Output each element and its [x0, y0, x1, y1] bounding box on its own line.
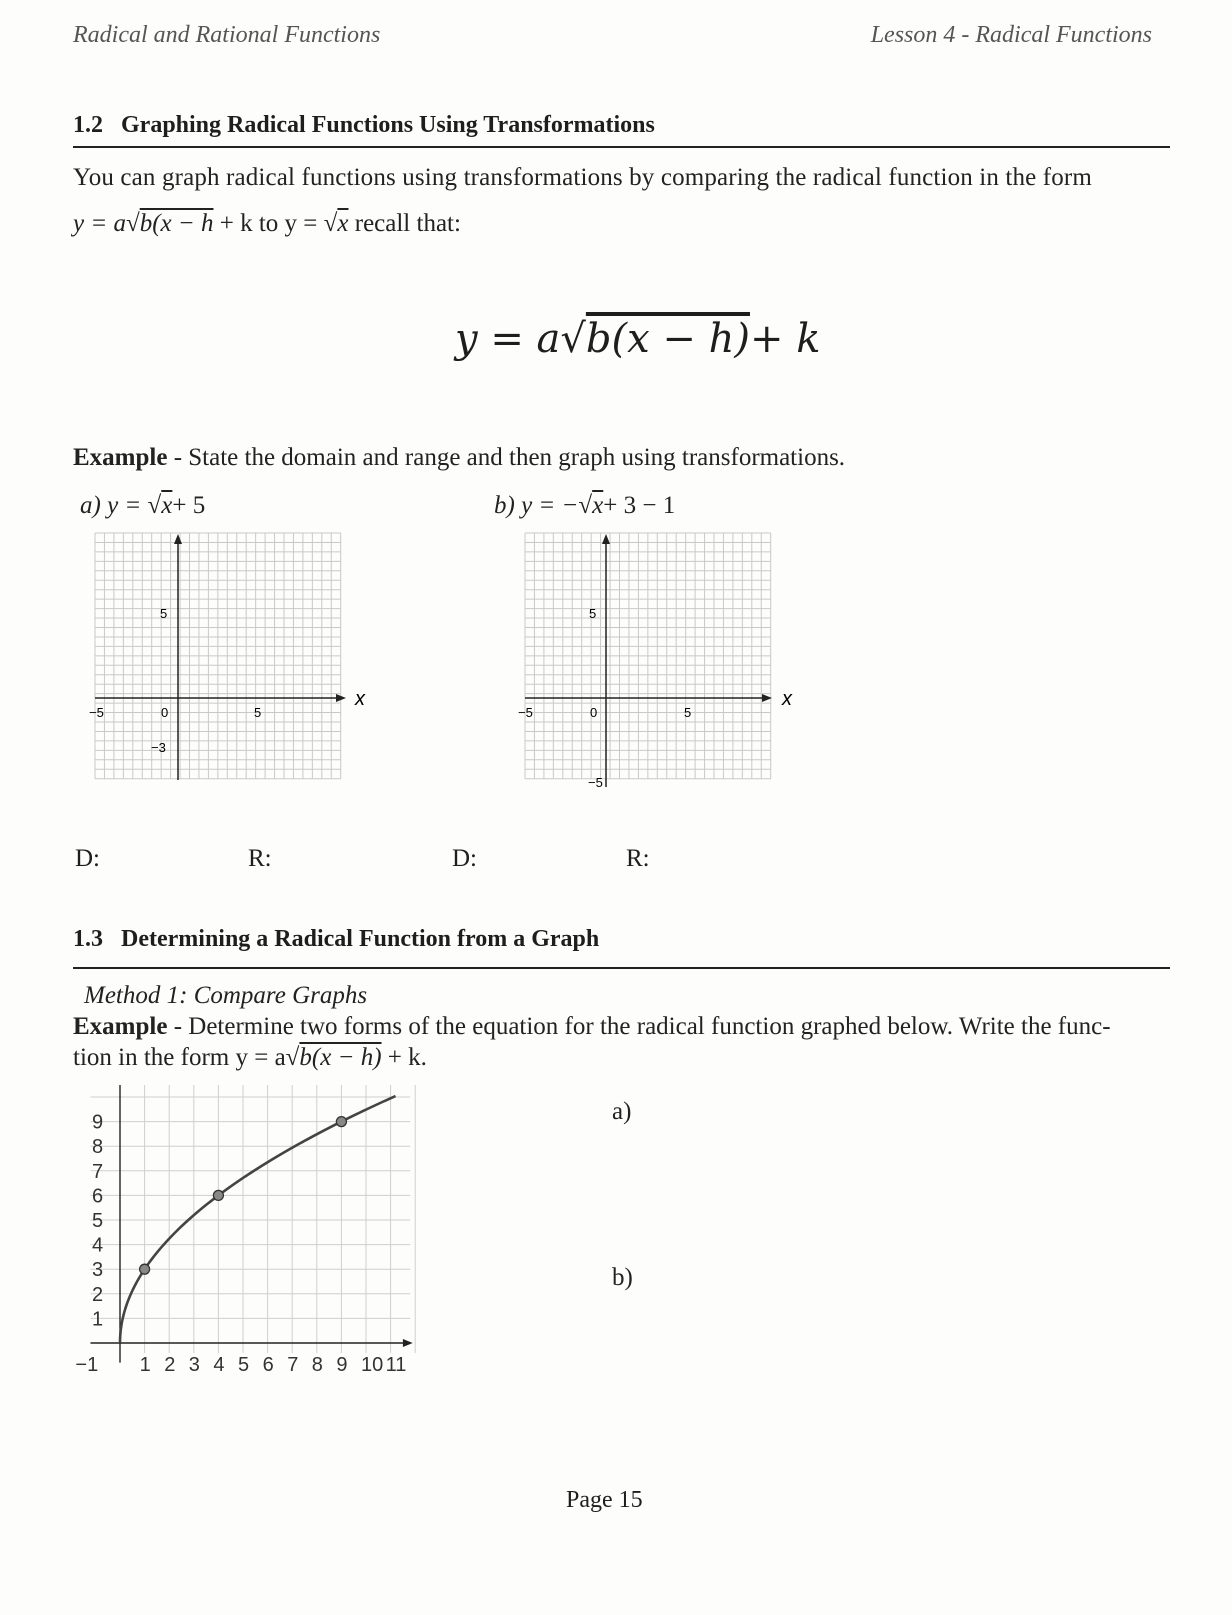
x-tick-label: 10: [361, 1354, 384, 1376]
x-tick-label: 5: [238, 1354, 250, 1376]
x-tick-label: 8: [311, 1354, 323, 1376]
line2-pre: tion in the form y = a: [73, 1044, 286, 1071]
grid-b: [525, 533, 771, 779]
x-axis-arrow: [403, 1339, 413, 1347]
x-tick-label: 9: [336, 1354, 348, 1376]
marked-point: [140, 1264, 150, 1274]
part-b-label: b): [612, 1264, 633, 1291]
y-tick-label: 8: [92, 1136, 104, 1159]
radical-sign: √: [578, 492, 593, 519]
formula-post: + k: [749, 316, 821, 362]
x-axis-label-b: x: [782, 688, 792, 710]
marked-point: [213, 1190, 223, 1200]
a-radicand: x: [161, 492, 173, 519]
example-1-3-line-2: [73, 1044, 427, 1072]
chart-grid: [90, 1085, 415, 1353]
intro-eq-radicand: b(x − h: [139, 210, 214, 237]
section-rule: [73, 146, 1170, 148]
b-label: b) y = −: [494, 492, 579, 519]
section-number: 1.3: [73, 926, 103, 952]
intro-eq-mid: + k to y =: [213, 210, 324, 237]
section-title: Determining a Radical Function from a Graph: [121, 926, 600, 952]
tick-ypos-a: 5: [160, 606, 168, 621]
x-tick-label: 1: [139, 1354, 151, 1376]
section-number: 1.2: [73, 112, 103, 138]
section-title: Graphing Radical Functions Using Transformations: [121, 112, 655, 138]
x-tick-label: −1: [75, 1354, 99, 1376]
x-tick-label: 7: [287, 1354, 299, 1376]
graph-b: [510, 525, 810, 805]
y-tick-label: 1: [92, 1308, 104, 1331]
tick-xpos-b: 5: [684, 705, 692, 720]
section-rule: [73, 967, 1170, 969]
b-radicand: x: [592, 492, 604, 519]
tick-yneg-a: −3: [151, 740, 166, 755]
y-tick-label: 2: [92, 1283, 104, 1306]
part-a-label: a): [612, 1098, 632, 1125]
method-label: Method 1: Compare Graphs: [84, 982, 368, 1009]
formula-pre: y = a: [455, 316, 561, 362]
radical-sign: √: [147, 492, 162, 519]
radical-sign: √: [285, 1044, 300, 1071]
tick-origin-b: 0: [590, 705, 598, 720]
tick-xpos-a: 5: [254, 705, 262, 720]
x-tick-label: 11: [385, 1354, 407, 1376]
intro-eq-post: recall that:: [348, 210, 461, 237]
x-tick-label: 4: [213, 1354, 225, 1376]
tick-origin-a: 0: [161, 705, 169, 720]
a-label: a) y =: [80, 492, 148, 519]
marked-point: [336, 1117, 346, 1127]
intro-eq-radicand-2: x: [337, 210, 349, 237]
header-right: Lesson 4 - Radical Functions: [870, 22, 1152, 48]
y-arrow-b: [602, 534, 610, 544]
example-a-equation: [80, 492, 205, 520]
example-text: - Determine two forms of the equation for the radical function graphed below. Write the func-: [167, 1013, 1111, 1040]
radical-sign: √: [323, 210, 338, 237]
example-1-2: [73, 444, 845, 472]
header-left: Radical and Rational Functions: [73, 22, 381, 48]
page-number: Page 15: [566, 1487, 643, 1513]
chart-tick-labels: [75, 1112, 406, 1376]
y-tick-label: 6: [92, 1185, 104, 1208]
range-a-label: R:: [248, 845, 272, 872]
y-tick-label: 3: [92, 1259, 104, 1282]
graph-a: [80, 525, 380, 805]
domain-b-label: D:: [452, 845, 477, 872]
formula-radicand: b(x − h): [585, 316, 750, 362]
tick-ypos-b: 5: [589, 606, 597, 621]
x-tick-label: 3: [188, 1354, 200, 1376]
y-tick-label: 4: [92, 1234, 104, 1257]
tick-xneg-b: −5: [518, 705, 533, 720]
y-tick-label: 9: [92, 1111, 104, 1134]
y-tick-label: 7: [92, 1160, 104, 1183]
y-arrow-a: [174, 534, 182, 544]
tick-yneg-b: −5: [588, 775, 603, 790]
general-formula: [455, 316, 820, 362]
x-tick-label: 6: [262, 1354, 274, 1376]
chart-axes: [90, 1085, 412, 1363]
example-text: - State the domain and range and then graph using transformations.: [167, 444, 846, 471]
example-b-equation: [494, 492, 675, 520]
example-label: Example: [73, 444, 168, 471]
line2-post: + k.: [381, 1044, 427, 1071]
example-label: Example: [73, 1013, 168, 1040]
y-tick-label: 5: [92, 1210, 104, 1232]
intro-eq-pre: y = a: [73, 210, 126, 237]
domain-a-label: D:: [75, 845, 100, 872]
radical-sign: √: [125, 210, 140, 237]
section-1-3-heading: [73, 926, 599, 953]
range-b-label: R:: [626, 845, 650, 872]
x-tick-label: 2: [164, 1354, 176, 1376]
intro-line-2: [73, 210, 461, 238]
b-post: + 3 − 1: [603, 492, 676, 519]
a-post: + 5: [172, 492, 206, 519]
example-1-3-line-1: [73, 1013, 1173, 1041]
tick-xneg-a: −5: [89, 705, 104, 720]
section-1-2-heading: [73, 112, 655, 139]
radical-function-graph: [70, 1085, 420, 1385]
line2-radicand: b(x − h): [299, 1044, 382, 1071]
x-axis-label-a: x: [355, 688, 365, 710]
grid-a: [95, 533, 341, 779]
radical-sign: √: [560, 316, 586, 362]
intro-line-1: You can graph radical functions using transformations by comparing the radical function in the form: [73, 164, 1092, 191]
